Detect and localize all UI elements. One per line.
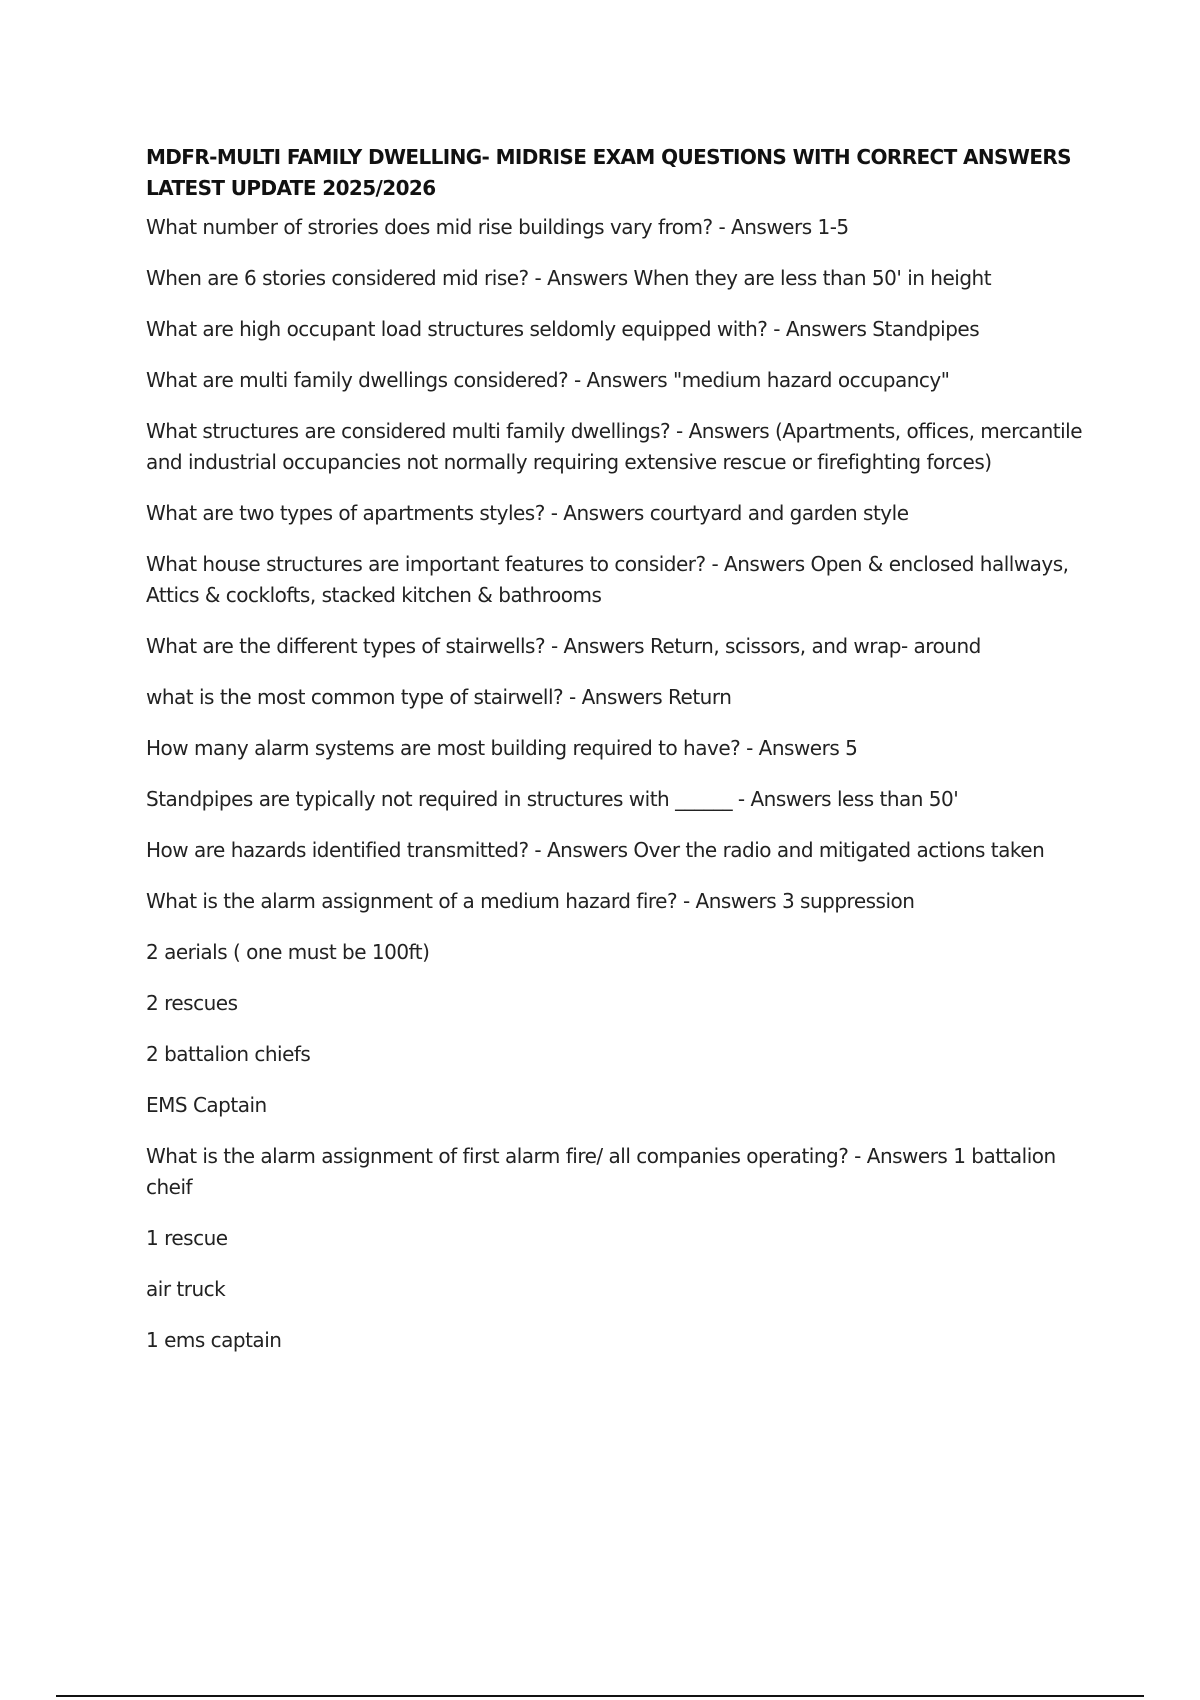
qa-entry-6: What are two types of apartments styles? - Answers courtyard and garden style — [146, 501, 909, 525]
document-title — [146, 142, 1106, 204]
qa-entry-3: What are high occupant load structures seldomly equipped with? - Answers Standpipes — [146, 317, 980, 341]
title-line-2: LATEST UPDATE 2025/2026 — [146, 176, 436, 200]
qa-entry-11: Standpipes are typically not required in structures with ______ - Answers less than 50' — [146, 787, 959, 811]
qa-entry-1: What number of strories does mid rise buildings vary from? - Answers 1-5 — [146, 215, 849, 239]
qa-entry-10: How many alarm systems are most building required to have? - Answers 5 — [146, 736, 858, 760]
qa-entry-9: what is the most common type of stairwell? - Answers Return — [146, 685, 732, 709]
list-line-aerials: 2 aerials ( one must be 100ft) — [146, 940, 430, 964]
qa-entry-8: What are the different types of stairwells? - Answers Return, scissors, and wrap- around — [146, 634, 981, 658]
list-line-ems-captain: EMS Captain — [146, 1093, 267, 1117]
qa-entry-12: How are hazards identified transmitted? - Answers Over the radio and mitigated actions taken — [146, 838, 1045, 862]
list-line-rescue: 1 rescue — [146, 1226, 228, 1250]
qa-entry-5: What structures are considered multi family dwellings? - Answers (Apartments, offices, mercantile and industrial occupancies not normally requiring extensive rescue or firefighting forces) — [146, 419, 1083, 474]
list-line-rescues: 2 rescues — [146, 991, 238, 1015]
qa-entry-13: What is the alarm assignment of a medium hazard fire? - Answers 3 suppression — [146, 889, 915, 913]
list-line-ems-captain-2: 1 ems captain — [146, 1328, 282, 1352]
qa-entry-14: What is the alarm assignment of first alarm fire/ all companies operating? - Answers 1 battalion cheif — [146, 1144, 1056, 1199]
qa-entry-4: What are multi family dwellings considered? - Answers "medium hazard occupancy" — [146, 368, 950, 392]
title-line-1: MDFR-MULTI FAMILY DWELLING- MIDRISE EXAM QUESTIONS WITH CORRECT ANSWERS — [146, 145, 1071, 169]
footer-rule — [56, 1695, 1144, 1697]
title-highlight — [146, 142, 1106, 204]
list-line-battalion-chiefs: 2 battalion chiefs — [146, 1042, 311, 1066]
qa-entry-2: When are 6 stories considered mid rise? - Answers When they are less than 50' in height — [146, 266, 992, 290]
document-body — [146, 142, 1106, 1376]
list-line-air-truck: air truck — [146, 1277, 226, 1301]
qa-entry-7: What house structures are important features to consider? - Answers Open & enclosed hallways, Attics & cocklofts, stacked kitchen & bathrooms — [146, 552, 1069, 607]
